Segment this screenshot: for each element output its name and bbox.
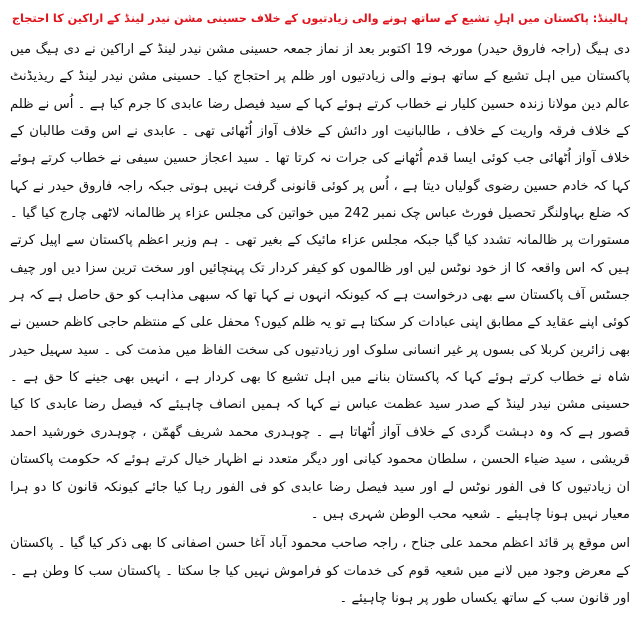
article-paragraph-2: اس موقع پر قائد اعظم محمد علی جناح ، راجہ صاحب محمود آباد آغا حسن اصفانی کا بھی ذکر کیا گیا ۔ پاکستان کے معرض وجود میں لانے میں شعیہ قوم کی خدمات کو فراموش نہیں کیا جا سکتا ۔ پاکستان سب کا وطن ہے ۔ اور قانون سب کے ساتھ یکساں طور پر ہونا چاہیئے ۔ bbox=[10, 536, 630, 606]
article-paragraph-1: دی ہیگ (راجہ فاروق حیدر) مورخہ 19 اکتوبر بعد از نماز جمعہ حسینی مشن نیدر لینڈ کے اراکین نے دی ہیگ میں پاکستان میں اہل تشیع کے ساتھ ہونے والی زیادتیوں اور ظلم پر احتجاج کیا۔ حسینی مشن نیدر لینڈ کے ریذیڈنٹ عالم دین مولانا زندہ حسین کلیار نے خطاب کرتے ہوئے کہا کے سید فیصل رضا عابدی کا جرم کیا ہے ۔ اُس نے ظلم کے خلاف فرقہ واریت کے خلاف ، طالبانیت اور دائش کے خلاف آواز اُٹھائی تھی ۔ عابدی نے اس وقت طالبان کے خلاف آواز اُٹھائی جب کوئی ایسا قدم اُٹھانے کی جرات نہ کرتا تھا ۔ سید اعجاز حسین سیفی نے خطاب کرتے ہوئے کہا کہ خادم حسین رضوی گولیاں دیتا ہے ، اُس پر کوئی قانونی گرفت نہیں ہوتی جبکہ راجہ فاروق حیدر نے کہا کہ ضلع بہاولنگر تحصیل فورٹ عباس چک نمبر 242 میں خواتین کی مجلس عزاء پر ظالمانہ لاٹھی چارج کیا گیا ۔ مستورات پر ظالمانہ تشدد کیا گیا جبکہ مجلس عزاء مائیک کے بغیر تھی ۔ ہم وزیر اعظم پاکستان سے اپیل کرتے ہیں کہ اس واقعہ کا از خود نوٹس لیں اور ظالموں کو کیفر کردار تک پہنچائیں اور سخت ترین سزا دیں اور چیف جسٹس آف پاکستان سے بھی درخواست ہے کہ کیونکہ انہوں نے کہا تھا کہ سبھی مذاہب کو حق حاصل ہے کہ ہر کوئی اپنے عقاید کے مطابق اپنی عبادات کر سکتا ہے تو یہ ظلم کیوں؟ محفل علی کے منتظم حاجی کاظم حسین نے بھی زائرین کربلا کی بسوں پر غیر انسانی سلوک اور زیادتیوں کی سخت الفاظ میں مذمت کی ۔ سید سہیل حیدر شاہ نے خطاب کرتے ہوئے کہا کہ پاکستان بنانے میں اہل تشیع کا بھی کردار ہے ، انہیں بھی جینے کا حق ہے ۔ حسینی مشن نیدر لینڈ کے صدر سید عظمت عباس نے کہا کہ ہمیں انصاف چاہیئے کہ فیصل رضا عابدی کا کیا قصور ہے کہ وہ دہشت گردی کے خلاف آواز اُٹھاتا ہے ۔ چوہدری محمد شریف گھمّن ، چوہدری خورشید احمد قریشی ، سید ضیاء الحسن ، سلطان محمود کیانی اور دیگر متعدد نے اظہار خیال کرتے ہوئے کہ حکومت پاکستان ان زیادتیوں کا فی الفور نوٹس لے اور سید فیصل رضا عابدی کو فی الفور رہا کیا جائے کیونکہ قانون کا دو ہرا معیار نہیں ہونا چاہیئے ۔ شعیہ محب الوطن شہری ہیں ۔ bbox=[10, 42, 630, 522]
article-headline: ہالینڈ: پاکستان میں اہلِ تشیع کے ساتھ ہونے والی زیادتیوں کے خلاف حسینی مشن نیدر لینڈ کے اراکین کا احتجاج bbox=[11, 12, 629, 25]
